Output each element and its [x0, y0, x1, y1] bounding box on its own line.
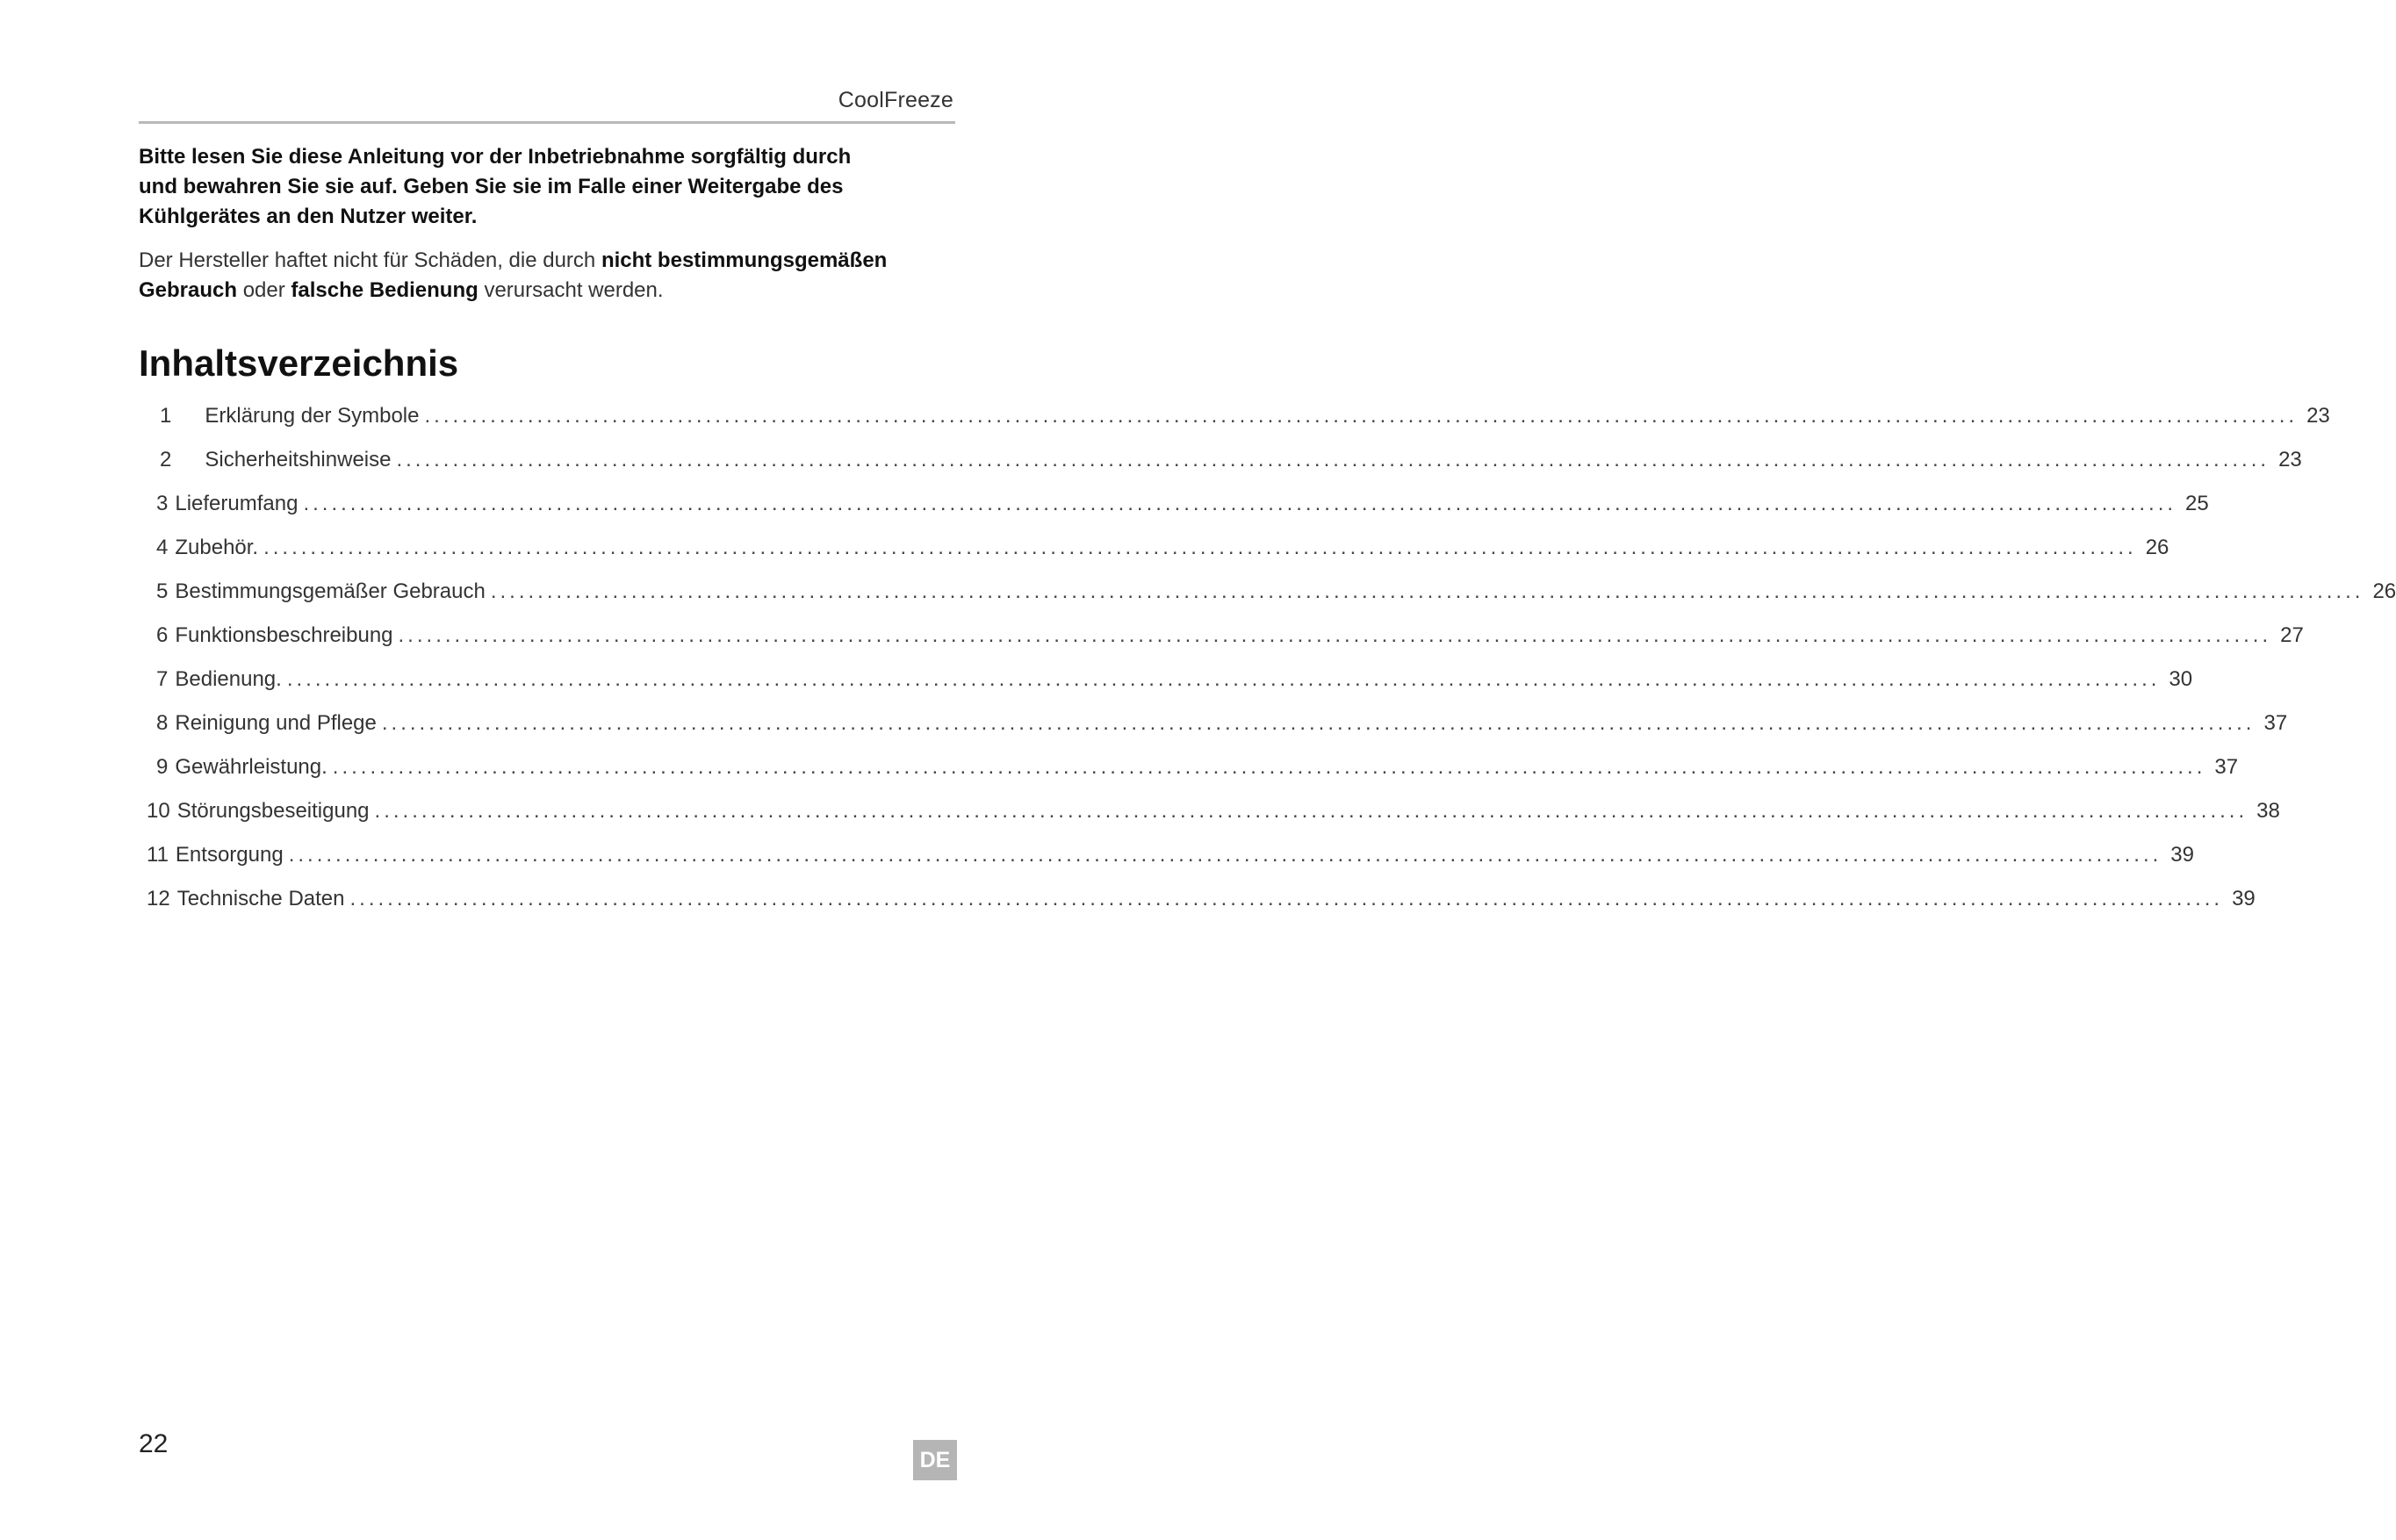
toc-entry-page: 38	[2256, 799, 2280, 823]
toc-entry-number: 2	[160, 448, 172, 471]
toc-entry[interactable]	[160, 404, 2330, 439]
header-brand: CoolFreeze	[838, 88, 953, 112]
toc-entry-page: 30	[2169, 667, 2193, 691]
toc-entry[interactable]	[156, 536, 2169, 571]
toc-entry-number: 3	[156, 492, 169, 515]
page-number: 22	[139, 1429, 169, 1458]
toc-entry-label: Zubehör.	[175, 536, 259, 559]
toc-entry-page: 23	[2306, 404, 2330, 428]
toc-dot-leader: ........................................................................................................................................................................................................	[424, 404, 2299, 428]
toc-entry-number: 4	[156, 536, 169, 559]
toc-dot-leader: ........................................................................................................................................................................................................	[332, 755, 2206, 779]
toc-entry[interactable]	[147, 843, 2194, 878]
toc-entry-number: 5	[156, 579, 169, 603]
intro-line: Kühlgerätes an den Nutzer weiter.	[139, 205, 478, 228]
disclaimer-emphasis: nicht bestimmungsgemäßen Gebrauch	[139, 248, 888, 302]
toc-entry[interactable]	[156, 667, 2193, 702]
toc-entry-number: 9	[156, 755, 169, 779]
intro-line: Bitte lesen Sie diese Anleitung vor der Inbetriebnahme sorgfältig durch	[139, 145, 852, 169]
toc-entry[interactable]	[156, 579, 2396, 615]
toc-entry-label: Bestimmungsgemäßer Gebrauch	[175, 579, 486, 603]
toc-dot-leader: ........................................................................................................................................................................................................	[374, 799, 2248, 823]
toc-entry[interactable]	[147, 799, 2280, 834]
toc-dot-leader: ........................................................................................................................................................................................................	[398, 623, 2272, 647]
toc-entry-label: Bedienung.	[175, 667, 282, 691]
toc-entry-label: Störungsbeseitigung	[176, 799, 370, 823]
toc-dot-leader: ........................................................................................................................................................................................................	[263, 536, 2137, 559]
toc-dot-leader: ........................................................................................................................................................................................................	[288, 843, 2162, 867]
toc-entry-label: Entsorgung	[175, 843, 284, 867]
toc-entry-number: 7	[156, 667, 169, 691]
toc-entry-page: 37	[2214, 755, 2239, 779]
toc-dot-leader: ........................................................................................................................................................................................................	[286, 667, 2161, 691]
toc-entry[interactable]	[147, 887, 2256, 922]
toc-entry-page: 37	[2263, 711, 2288, 735]
toc-entry[interactable]	[156, 755, 2239, 790]
toc-entry-page: 39	[2170, 843, 2194, 867]
toc-entry-number: 6	[156, 623, 169, 647]
toc-title: Inhaltsverzeichnis	[139, 342, 459, 384]
toc-entry-label: Funktionsbeschreibung	[175, 623, 393, 647]
toc-entry-label: Gewährleistung.	[175, 755, 327, 779]
toc-entry-number: 12	[147, 887, 170, 910]
toc-entry[interactable]	[156, 623, 2304, 658]
toc-entry-page: 39	[2232, 887, 2256, 910]
toc-entry-number: 10	[147, 799, 170, 823]
toc-entry-page: 25	[2185, 492, 2209, 515]
toc-entry-number: 11	[147, 843, 169, 867]
toc-entry-page: 26	[2372, 579, 2396, 603]
toc-dot-leader: ........................................................................................................................................................................................................	[490, 579, 2364, 603]
toc-entry-label: Technische Daten	[176, 887, 345, 910]
toc-dot-leader: ........................................................................................................................................................................................................	[396, 448, 2270, 471]
toc-entry-page: 23	[2278, 448, 2302, 471]
toc-dot-leader: ........................................................................................................................................................................................................	[303, 492, 2177, 515]
toc-entry-label: Lieferumfang	[175, 492, 299, 515]
toc-entry-number: 8	[156, 711, 169, 735]
toc-entry[interactable]	[156, 711, 2288, 746]
disclaimer-text: oder	[237, 278, 291, 302]
toc-entry-page: 27	[2280, 623, 2304, 647]
toc-entry[interactable]	[156, 492, 2209, 527]
toc-entry-label: Erklärung der Symbole	[205, 404, 420, 428]
disclaimer-text: verursacht werden.	[478, 278, 664, 302]
toc-entry-number: 1	[160, 404, 172, 428]
toc-dot-leader: ........................................................................................................................................................................................................	[381, 711, 2256, 735]
toc-entry-page: 26	[2145, 536, 2169, 559]
language-badge: DE	[913, 1440, 957, 1480]
toc-entry-label: Sicherheitshinweise	[205, 448, 392, 471]
toc-entry-label: Reinigung und Pflege	[175, 711, 377, 735]
disclaimer-emphasis: falsche Bedienung	[291, 278, 478, 302]
disclaimer-text: Der Hersteller haftet nicht für Schäden, die durch	[139, 248, 601, 272]
intro-line: und bewahren Sie sie auf. Geben Sie sie im Falle einer Weitergabe des	[139, 175, 844, 198]
toc-entry[interactable]	[160, 448, 2302, 483]
toc-dot-leader: ........................................................................................................................................................................................................	[349, 887, 2224, 910]
